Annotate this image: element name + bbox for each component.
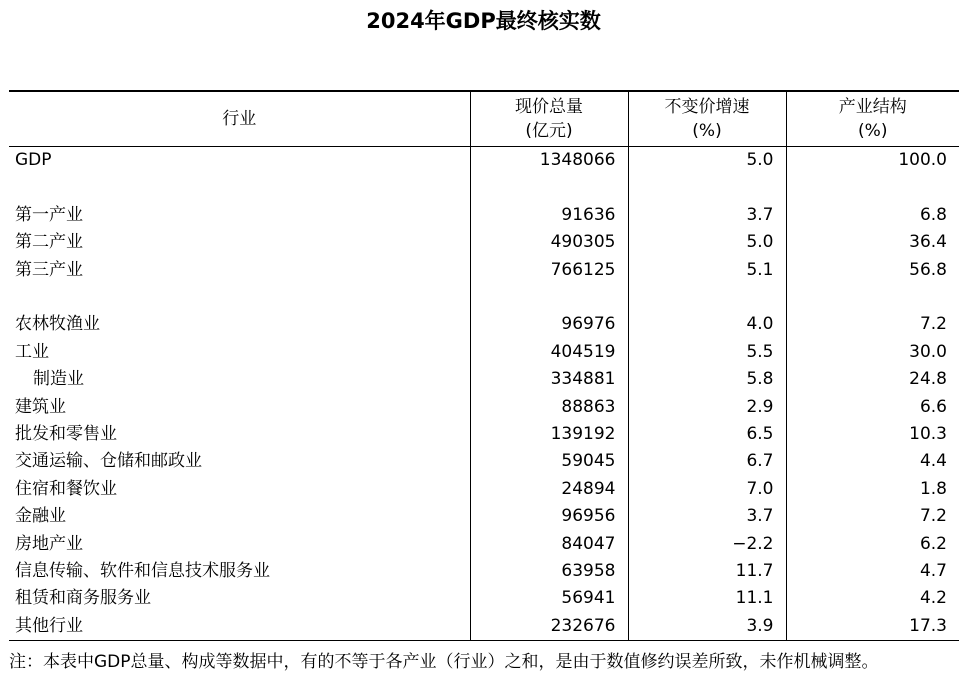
table-row-gdp — [9, 147, 959, 175]
row-structure: 24.8 — [786, 366, 959, 393]
row-label: 第三产业 — [15, 259, 83, 280]
row-structure: 6.6 — [786, 394, 959, 421]
row-structure: 36.4 — [786, 229, 959, 256]
row-label: 交通运输、仓储和邮政业 — [15, 451, 202, 472]
header-total-line1: 现价总量 — [515, 97, 583, 117]
row-label: 租赁和商务服务业 — [15, 588, 151, 609]
table-spacer-row — [9, 284, 959, 311]
row-structure: 30.0 — [786, 339, 959, 366]
row-growth: 6.5 — [628, 421, 786, 448]
row-total: 96976 — [470, 311, 628, 338]
header-total — [470, 91, 628, 147]
row-label: 住宿和餐饮业 — [15, 478, 117, 499]
row-growth: 4.0 — [628, 311, 786, 338]
row-growth: 7.0 — [628, 476, 786, 503]
row-total: 404519 — [470, 339, 628, 366]
table-row — [9, 585, 959, 612]
row-total: 490305 — [470, 229, 628, 256]
table-row — [9, 558, 959, 585]
table-row — [9, 257, 959, 284]
row-structure: 6.8 — [786, 202, 959, 229]
row-structure: 4.4 — [786, 448, 959, 475]
gdp-table — [9, 90, 959, 641]
row-total: 766125 — [470, 257, 628, 284]
header-structure-line2: (%) — [858, 121, 888, 141]
row-total: 63958 — [470, 558, 628, 585]
table-row — [9, 503, 959, 530]
row-structure: 1.8 — [786, 476, 959, 503]
table-row — [9, 366, 959, 393]
header-structure-line1: 产业结构 — [838, 97, 907, 117]
row-label: 工业 — [15, 341, 49, 362]
row-structure: 10.3 — [786, 421, 959, 448]
row-total: 139192 — [470, 421, 628, 448]
row-growth: −2.2 — [628, 531, 786, 558]
row-label: 制造业 — [33, 369, 84, 390]
row-total: 84047 — [470, 531, 628, 558]
row-label: 第二产业 — [15, 232, 83, 253]
row-growth: 5.8 — [628, 366, 786, 393]
row-total: 334881 — [470, 366, 628, 393]
row-structure: 6.2 — [786, 531, 959, 558]
row-total: 232676 — [470, 613, 628, 641]
table-row — [9, 229, 959, 256]
row-total: 24894 — [470, 476, 628, 503]
row-growth: 3.9 — [628, 613, 786, 641]
row-label: GDP — [15, 150, 52, 170]
row-label: 其他行业 — [9, 613, 470, 641]
row-total: 56941 — [470, 585, 628, 612]
table-row — [9, 311, 959, 338]
table-row — [9, 476, 959, 503]
header-growth-line2: (%) — [692, 121, 722, 141]
table-row — [9, 421, 959, 448]
table-header-row — [9, 91, 959, 147]
row-structure: 56.8 — [786, 257, 959, 284]
row-total: 91636 — [470, 202, 628, 229]
row-growth: 6.7 — [628, 448, 786, 475]
row-growth: 3.7 — [628, 503, 786, 530]
table-row — [9, 394, 959, 421]
row-label: 第一产业 — [15, 204, 83, 225]
table-row — [9, 339, 959, 366]
row-label: 信息传输、软件和信息技术服务业 — [15, 561, 270, 582]
table-row — [9, 531, 959, 558]
header-growth-line1: 不变价增速 — [664, 97, 750, 117]
row-structure: 7.2 — [786, 311, 959, 338]
row-label: 房地产业 — [15, 533, 83, 554]
row-structure: 7.2 — [786, 503, 959, 530]
row-growth: 5.0 — [628, 229, 786, 256]
page-title: 2024年GDP最终核实数 — [366, 9, 601, 33]
row-label: 农林牧渔业 — [15, 314, 100, 335]
row-label: 金融业 — [15, 506, 66, 527]
row-label: 建筑业 — [15, 396, 66, 417]
row-growth: 11.1 — [628, 585, 786, 612]
header-industry: 行业 — [9, 91, 470, 147]
row-growth: 5.0 — [628, 147, 786, 175]
row-structure: 4.2 — [786, 585, 959, 612]
footnote: 注：本表中GDP总量、构成等数据中，有的不等于各产业（行业）之和，是由于数值修约误差所致，未作机械调整。 — [9, 652, 879, 672]
table-spacer-row — [9, 174, 959, 201]
row-growth: 5.1 — [628, 257, 786, 284]
row-label: 批发和零售业 — [15, 424, 117, 445]
row-structure: 4.7 — [786, 558, 959, 585]
row-structure: 100.0 — [786, 147, 959, 175]
row-structure: 17.3 — [786, 613, 959, 641]
row-total: 59045 — [470, 448, 628, 475]
table-row — [9, 613, 959, 641]
table-row — [9, 202, 959, 229]
header-growth — [628, 91, 786, 147]
row-total: 96956 — [470, 503, 628, 530]
table-row — [9, 448, 959, 475]
header-structure — [786, 91, 959, 147]
row-growth: 11.7 — [628, 558, 786, 585]
row-growth: 5.5 — [628, 339, 786, 366]
row-growth: 3.7 — [628, 202, 786, 229]
row-total: 1348066 — [470, 147, 628, 175]
header-total-line2: (亿元) — [525, 121, 573, 141]
row-total: 88863 — [470, 394, 628, 421]
row-growth: 2.9 — [628, 394, 786, 421]
